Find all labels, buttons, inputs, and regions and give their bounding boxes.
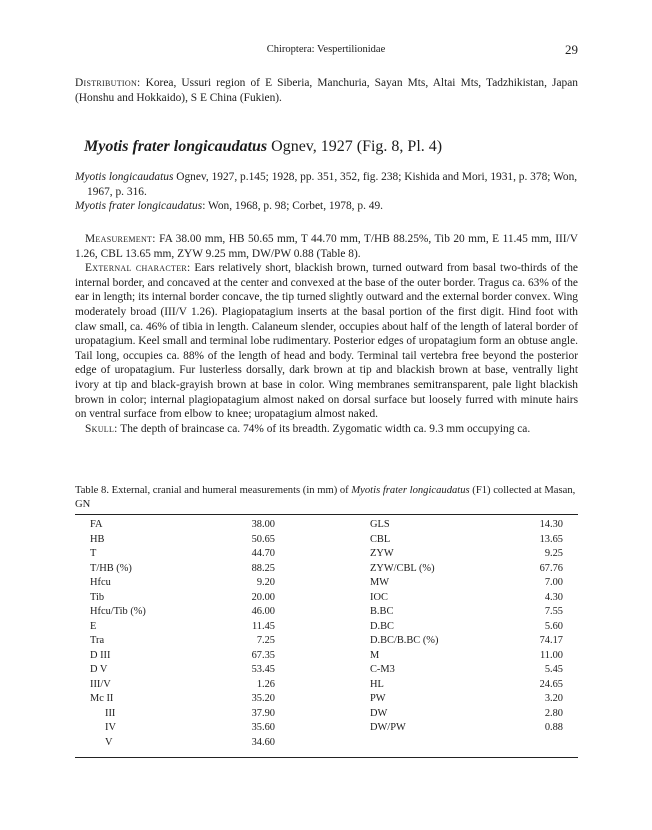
- table-row: [90, 678, 275, 693]
- measurement-label: FA: [90, 519, 103, 530]
- measurement-value: 67.76: [539, 562, 563, 574]
- caption-suffix: (F1) collected at Masan, GN: [75, 485, 576, 510]
- external-character-label: External character:: [85, 262, 191, 275]
- measurement-value: 2.80: [544, 707, 563, 719]
- measurement-value: 9.20: [256, 577, 275, 588]
- measurement-label: T: [90, 548, 97, 559]
- measurement-label: DW: [370, 707, 388, 719]
- table-row: [90, 547, 275, 562]
- synonymy-entry: [75, 199, 578, 214]
- distribution-label: Distribution:: [75, 77, 141, 89]
- measurement-label: Mc II: [90, 693, 114, 704]
- table-row: [370, 605, 563, 620]
- synonymy-list: [75, 170, 578, 214]
- table-row: [90, 736, 275, 751]
- measurement-label: Tra: [90, 635, 105, 646]
- measurement-label: D III: [90, 649, 111, 661]
- table-row: [370, 576, 563, 591]
- synonym-name: Myotis longicaudatus: [75, 171, 174, 183]
- measurement-label: HB: [90, 533, 105, 545]
- table-row: [90, 576, 275, 591]
- measurement-value: 11.45: [252, 620, 275, 632]
- measurement-value: 67.35: [251, 649, 275, 661]
- table-row: [370, 533, 563, 548]
- measurement-paragraph: [75, 232, 578, 261]
- measurement-value: 53.45: [251, 664, 275, 675]
- synonymy-entry: [75, 170, 578, 199]
- measurement-label: M: [370, 649, 380, 661]
- caption-species: Myotis frater longicaudatus: [351, 485, 470, 496]
- table-left-column: [90, 518, 275, 750]
- external-character-text: Ears relatively short, blackish brown, turned outward from basal two-thirds of the internal border, and concaved at the center and convexed at the base of the outer border. Tragus ca. 63% of the ear in length; its internal border concave, the tip turned slightly outward and the external border convex. Wing moderately broad (III/V 1.26). Plagiopatagium inserts at the basal portion of the first digit. Hind foot with claw small, ca. 46% of tibia in length. Calaneum slender, occupies about half of the length of lateral border of uropatagium. Keel small and terminal lobe rudimentary. Posterior edges of uropatagium form an obtuse angle. Tail long, occupies ca. 88% of the length of head and body. Terminal tail vertebra free beyond the posterior edge of uropatagium. Fur lusterless dorsally, dark brown at tip and blackish brown at base, ventrally light ivory at tip and black-grayish brown at base in color. Wing membranes semitransparent, pale light blackish brown in color; internal plagiopatagium almost naked on dorsal surface but loosely furred with minute hairs on ventral surface from elbow to knee; uropatagium almost naked.: [75, 262, 578, 421]
- table-caption: [75, 484, 578, 512]
- measurement-value: 3.20: [544, 693, 563, 704]
- species-author: Ognev, 1927 (Fig. 8, Pl. 4): [267, 138, 443, 155]
- measurement-value: 0.88: [544, 722, 563, 733]
- page-number: 29: [565, 42, 578, 57]
- table-row: [370, 721, 563, 736]
- distribution-paragraph: [75, 76, 578, 105]
- measurement-value: 35.60: [251, 722, 275, 733]
- table-row: [90, 707, 275, 722]
- measurement-label: Measurement:: [85, 233, 156, 245]
- measurement-label: IV: [105, 722, 116, 733]
- measurement-value: 7.25: [256, 635, 275, 646]
- measurement-label: IOC: [370, 591, 388, 603]
- skull-label: Skull:: [85, 422, 118, 435]
- measurement-value: 74.17: [539, 635, 563, 646]
- running-head: Chiroptera: Vespertilionidae: [266, 44, 386, 55]
- table-row: [370, 547, 563, 562]
- measurement-label: Hfcu: [90, 577, 111, 588]
- synonym-citation: : Won, 1968, p. 98; Corbet, 1978, p. 49.: [202, 200, 384, 213]
- measurement-label: PW: [370, 693, 386, 704]
- table-row: [90, 533, 275, 548]
- measurement-label: D.BC/B.BC (%): [370, 635, 439, 646]
- table-row: [90, 562, 275, 577]
- measurement-label: C-M3: [370, 664, 395, 675]
- measurement-value: 7.55: [544, 606, 563, 617]
- table-bottom-rule: [75, 757, 578, 758]
- skull-text: The depth of braincase ca. 74% of its breadth. Zygomatic width ca. 9.3 mm occupying ca.: [117, 422, 531, 435]
- table-row: [90, 692, 275, 707]
- table-row: [90, 591, 275, 606]
- table-row: [370, 620, 563, 635]
- measurement-label: DW/PW: [370, 722, 406, 733]
- measurement-label: Hfcu/Tib (%): [90, 606, 146, 617]
- measurement-value: 34.60: [251, 736, 275, 748]
- table-row: [370, 562, 563, 577]
- table-row: [370, 663, 563, 678]
- measurement-label: E: [90, 620, 97, 632]
- measurement-label: MW: [370, 577, 390, 588]
- measurement-value: 46.00: [251, 606, 275, 617]
- measurement-label: D V: [90, 664, 108, 675]
- table-row: [90, 634, 275, 649]
- table-right-column: [370, 518, 563, 736]
- measurement-value: 50.65: [251, 533, 275, 545]
- measurement-label: D.BC: [370, 620, 394, 632]
- measurement-value: 7.00: [544, 577, 563, 588]
- measurement-value: 44.70: [251, 548, 275, 559]
- measurement-value: 38.00: [251, 519, 275, 530]
- species-heading: [84, 138, 442, 156]
- measurement-value: 88.25: [251, 562, 275, 574]
- measurement-value: 4.30: [544, 591, 563, 603]
- measurement-value: 5.45: [544, 664, 563, 675]
- measurement-value: 35.20: [251, 693, 275, 704]
- table-row: [370, 678, 563, 693]
- table-row: [370, 692, 563, 707]
- table-row: [90, 663, 275, 678]
- description-body: [75, 232, 578, 436]
- measurement-label: B.BC: [370, 606, 394, 617]
- measurement-label: ZYW/CBL (%): [370, 562, 435, 574]
- measurement-label: ZYW: [370, 548, 394, 559]
- table-row: [90, 649, 275, 664]
- measurement-label: CBL: [370, 533, 391, 545]
- measurement-label: III/V: [90, 678, 111, 690]
- table-top-rule: [75, 514, 578, 515]
- caption-prefix: Table 8. External, cranial and humeral measurements (in mm) of: [75, 485, 352, 496]
- measurement-value: 14.30: [539, 519, 563, 530]
- table-row: [90, 620, 275, 635]
- measurement-value: 9.25: [544, 548, 563, 559]
- measurement-label: HL: [370, 678, 384, 690]
- measurement-value: 24.65: [539, 678, 563, 690]
- synonym-name: Myotis frater longicaudatus: [75, 200, 203, 213]
- measurement-label: III: [105, 707, 116, 719]
- table-row: [90, 518, 275, 533]
- table-row: [370, 634, 563, 649]
- table-row: [370, 518, 563, 533]
- synonym-citation: Ognev, 1927, p.145; 1928, pp. 351, 352, fig. 238; Kishida and Mori, 1931, p. 378; Won, 1967, p. 316.: [87, 171, 578, 198]
- measurement-value: 1.26: [256, 678, 275, 690]
- measurement-value: 5.60: [544, 620, 563, 632]
- skull-paragraph: [75, 422, 578, 437]
- measurement-label: T/HB (%): [90, 562, 132, 574]
- measurement-label: V: [105, 736, 113, 748]
- table-row: [90, 721, 275, 736]
- measurement-value: 20.00: [251, 591, 275, 603]
- table-row: [370, 649, 563, 664]
- measurement-value: 11.00: [540, 649, 563, 661]
- measurement-value: 37.90: [251, 707, 275, 719]
- measurement-label: Tib: [90, 591, 105, 603]
- external-character-paragraph: [75, 261, 578, 422]
- distribution-text: Korea, Ussuri region of E Siberia, Manchuria, Sayan Mts, Altai Mts, Tadzhikistan, Japan (Honshu and Hokkaido), S E China (Fukien).: [75, 77, 578, 104]
- measurement-value: 13.65: [539, 533, 563, 545]
- measurement-text: FA 38.00 mm, HB 50.65 mm, T 44.70 mm, T/HB 88.25%, Tib 20 mm, E 11.45 mm, III/V 1.26, CBL 13.65 mm, ZYW 9.25 mm, DW/PW 0.88 (Table 8).: [75, 233, 578, 260]
- measurement-label: GLS: [370, 519, 390, 530]
- species-name: Myotis frater longicaudatus: [84, 138, 268, 155]
- table-row: [370, 591, 563, 606]
- table-row: [370, 707, 563, 722]
- table-row: [90, 605, 275, 620]
